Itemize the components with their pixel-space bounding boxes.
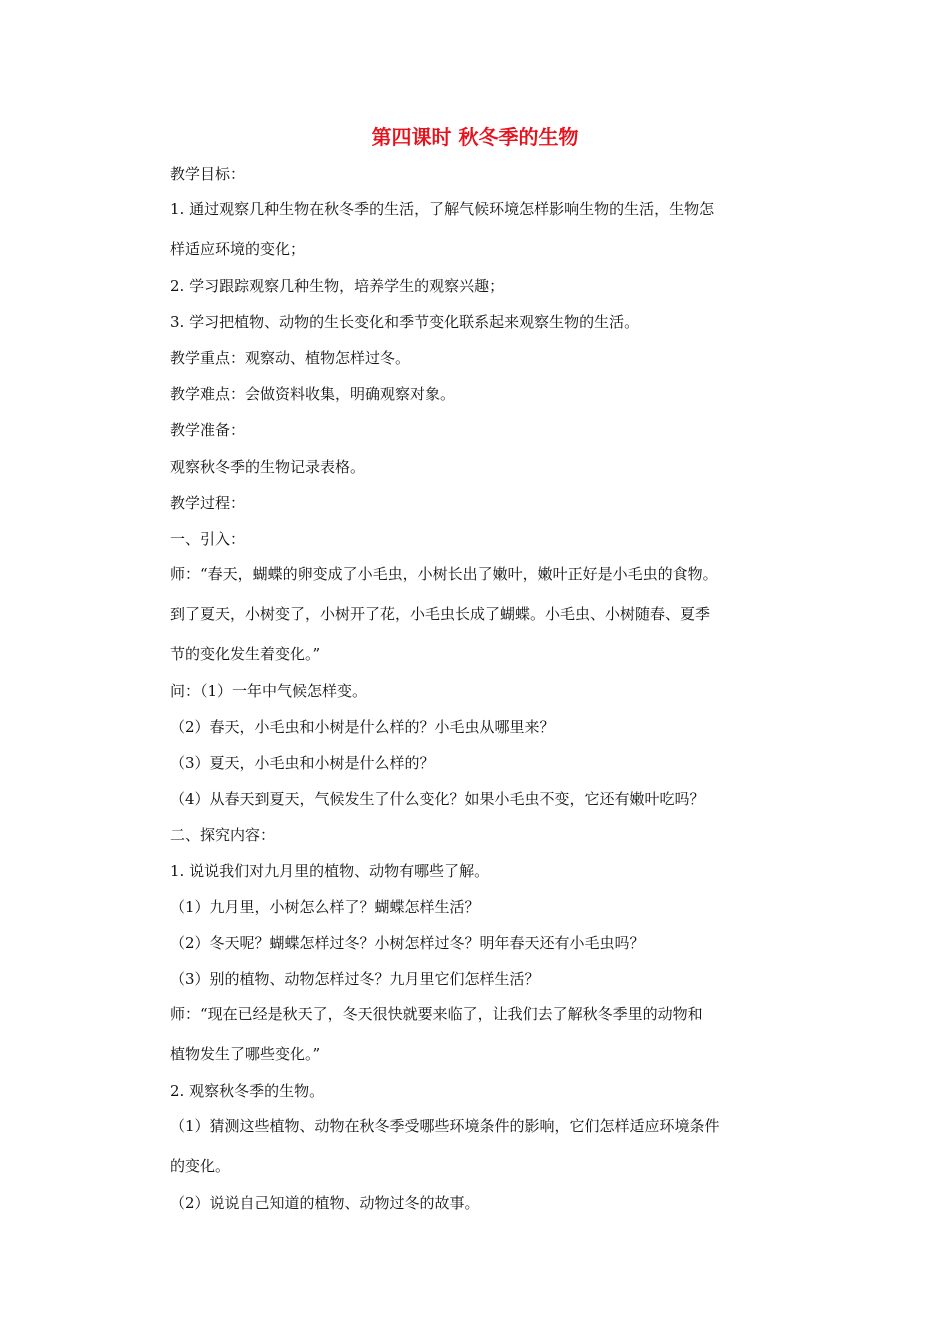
preparation-item: 观察秋冬季的生物记录表格。 [170,458,366,476]
teaching-focus: 教学重点：观察动、植物怎样过冬。 [170,349,411,367]
teacher-transition-line-1: 师：“现在已经是秋天了，冬天很快就要来临了，让我们去了解秋冬季里的动物和 [170,1005,703,1023]
question-2: （2）春天，小毛虫和小树是什么样的？小毛虫从哪里来？ [170,718,555,736]
question-4: （4）从春天到夏天，气候发生了什么变化？如果小毛虫不变，它还有嫩叶吃吗？ [170,790,705,808]
inquiry-1: 1. 说说我们对九月里的植物、动物有哪些了解。 [170,862,490,880]
section-heading-objectives: 教学目标： [170,165,246,183]
objective-1-line-1: 1. 通过观察几种生物在秋冬季的生活，了解气候环境怎样影响生物的生活，生物怎 [170,200,715,218]
inquiry-1-sub-1: （1）九月里，小树怎么样了？蝴蝶怎样生活？ [170,898,480,916]
part-two-heading: 二、探究内容： [170,826,276,844]
inquiry-1-sub-2: （2）冬天呢？蝴蝶怎样过冬？小树怎样过冬？明年春天还有小毛虫吗？ [170,934,645,952]
inquiry-2-sub-1-line-2: 的变化。 [170,1157,231,1175]
inquiry-2-sub-2: （2）说说自己知道的植物、动物过冬的故事。 [170,1194,480,1212]
objective-2: 2. 学习跟踪观察几种生物，培养学生的观察兴趣； [170,277,505,295]
question-1: 问：（1）一年中气候怎样变。 [170,682,368,700]
question-3: （3）夏天，小毛虫和小树是什么样的？ [170,754,435,772]
teaching-difficulty: 教学难点：会做资料收集，明确观察对象。 [170,385,456,403]
document-title: 第四课时 秋冬季的生物 [371,125,579,149]
inquiry-1-sub-3: （3）别的植物、动物怎样过冬？九月里它们怎样生活？ [170,970,540,988]
objective-1-line-2: 样适应环境的变化； [170,240,306,258]
teacher-quote-line-2: 到了夏天，小树变了，小树开了花，小毛虫长成了蝴蝶。小毛虫、小树随春、夏季 [170,605,711,623]
inquiry-2: 2. 观察秋冬季的生物。 [170,1082,325,1100]
part-one-heading: 一、引入： [170,530,246,548]
teacher-quote-line-1: 师：“春天，蝴蝶的卵变成了小毛虫，小树长出了嫩叶，嫩叶正好是小毛虫的食物。 [170,565,718,583]
teacher-transition-line-2: 植物发生了哪些变化。” [170,1045,321,1063]
section-heading-preparation: 教学准备： [170,421,246,439]
objective-3: 3. 学习把植物、动物的生长变化和季节变化联系起来观察生物的生活。 [170,313,640,331]
inquiry-2-sub-1-line-1: （1）猜测这些植物、动物在秋冬季受哪些环境条件的影响，它们怎样适应环境条件 [170,1117,720,1135]
teacher-quote-line-3: 节的变化发生着变化。” [170,645,321,663]
section-heading-process: 教学过程： [170,494,246,512]
